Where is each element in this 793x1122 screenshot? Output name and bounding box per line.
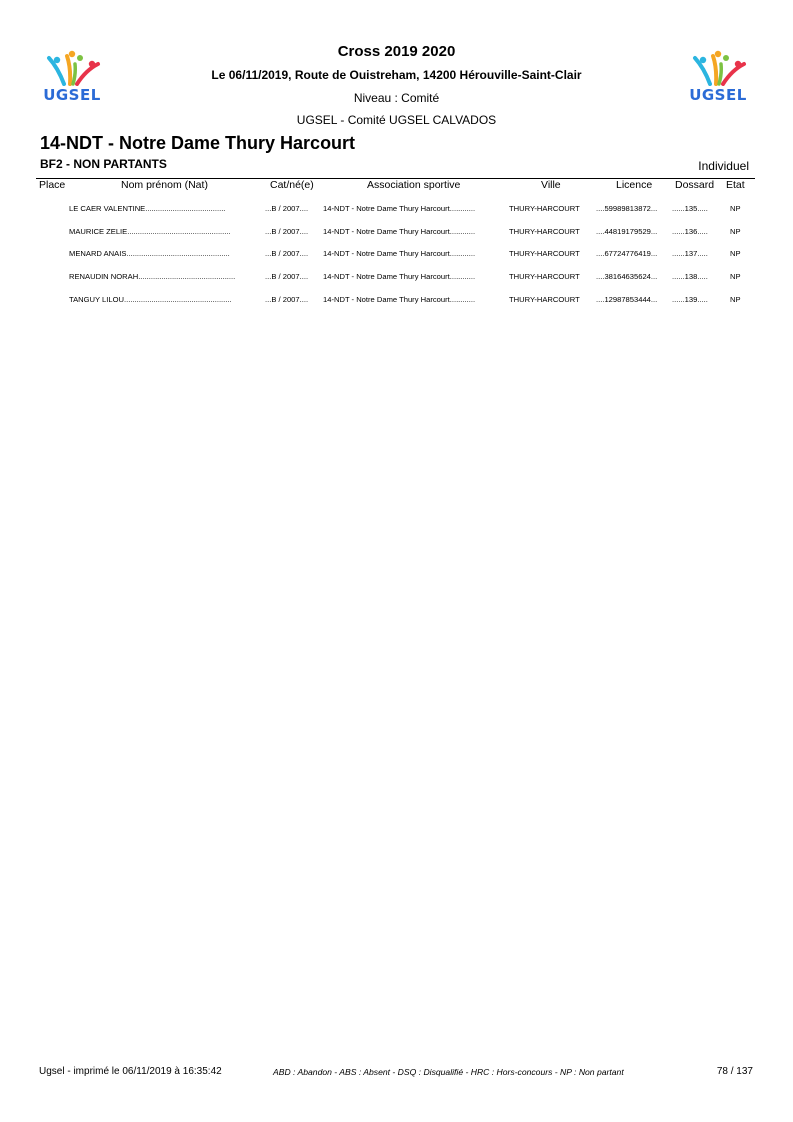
col-association: Association sportive (367, 179, 461, 191)
athlete-licence: ....38164635624... (596, 272, 658, 281)
footer-legend: ABD : Abandon - ABS : Absent - DSQ : Disqualifié - HRC : Hors-concours - NP : Non partant (273, 1067, 624, 1077)
athlete-licence: ....59989813872... (596, 204, 658, 213)
col-cat: Cat/né(e) (270, 179, 314, 191)
athlete-association: 14-NDT - Notre Dame Thury Harcourt............ (323, 249, 476, 258)
athlete-status: NP (730, 204, 741, 213)
athlete-cat: ...B / 2007.... (265, 295, 309, 304)
footer-printed: Ugsel - imprimé le 06/11/2019 à 16:35:42 (39, 1066, 222, 1077)
athlete-association: 14-NDT - Notre Dame Thury Harcourt............ (323, 204, 476, 213)
athlete-status: NP (730, 249, 741, 258)
footer-page-number: 78 / 137 (716, 1066, 753, 1077)
athlete-cat: ...B / 2007.... (265, 249, 309, 258)
athlete-name: TANGUY LILOU................................................... (69, 295, 232, 304)
athlete-cat: ...B / 2007.... (265, 204, 309, 213)
col-licence: Licence (616, 179, 653, 191)
athlete-city: THURY-HARCOURT (509, 295, 580, 304)
athlete-licence: ....12987853444... (596, 295, 658, 304)
athlete-cat: ...B / 2007.... (265, 272, 309, 281)
club-title: 14-NDT - Notre Dame Thury Harcourt (40, 133, 356, 153)
athlete-name: MENARD ANAIS................................................. (69, 249, 230, 258)
athlete-licence: ....67724776419... (596, 249, 658, 258)
athlete-name: MAURICE ZELIE................................................. (69, 227, 231, 236)
col-name: Nom prénom (Nat) (121, 179, 208, 191)
athlete-city: THURY-HARCOURT (509, 249, 580, 258)
category-title: BF2 - NON PARTANTS (40, 157, 167, 171)
event-subtitle: Le 06/11/2019, Route de Ouistreham, 14200 Hérouville-Saint-Clair (211, 68, 582, 82)
athlete-name: LE CAER VALENTINE...................................... (69, 204, 226, 213)
athlete-bib: ......137..... (672, 249, 708, 258)
col-place: Place (39, 179, 66, 191)
logo-text: UGSEL (43, 86, 101, 104)
col-status: Etat (726, 179, 745, 191)
athlete-bib: ......139..... (672, 295, 708, 304)
athlete-bib: ......138..... (672, 272, 708, 281)
athlete-status: NP (730, 227, 741, 236)
event-committee: UGSEL - Comité UGSEL CALVADOS (296, 113, 497, 127)
athlete-status: NP (730, 272, 741, 281)
athlete-city: THURY-HARCOURT (509, 227, 580, 236)
category-type: Individuel (698, 159, 749, 173)
event-title: Cross 2019 2020 (337, 43, 456, 60)
athlete-name: RENAUDIN NORAH.............................................. (69, 272, 236, 281)
table-row (0, 204, 793, 218)
col-city: Ville (541, 179, 561, 191)
athlete-association: 14-NDT - Notre Dame Thury Harcourt............ (323, 227, 476, 236)
table-row (0, 295, 793, 309)
table-row (0, 249, 793, 263)
athlete-city: THURY-HARCOURT (509, 272, 580, 281)
event-level: Niveau : Comité (353, 91, 440, 105)
athlete-bib: ......136..... (672, 227, 708, 236)
table-row (0, 227, 793, 241)
col-bib: Dossard (675, 179, 715, 191)
athlete-association: 14-NDT - Notre Dame Thury Harcourt............ (323, 272, 476, 281)
logo-text: UGSEL (689, 86, 747, 104)
athlete-licence: ....44819179529... (596, 227, 658, 236)
athlete-city: THURY-HARCOURT (509, 204, 580, 213)
athlete-bib: ......135..... (672, 204, 708, 213)
athlete-association: 14-NDT - Notre Dame Thury Harcourt............ (323, 295, 476, 304)
table-row (0, 272, 793, 286)
athlete-cat: ...B / 2007.... (265, 227, 309, 236)
athlete-status: NP (730, 295, 741, 304)
